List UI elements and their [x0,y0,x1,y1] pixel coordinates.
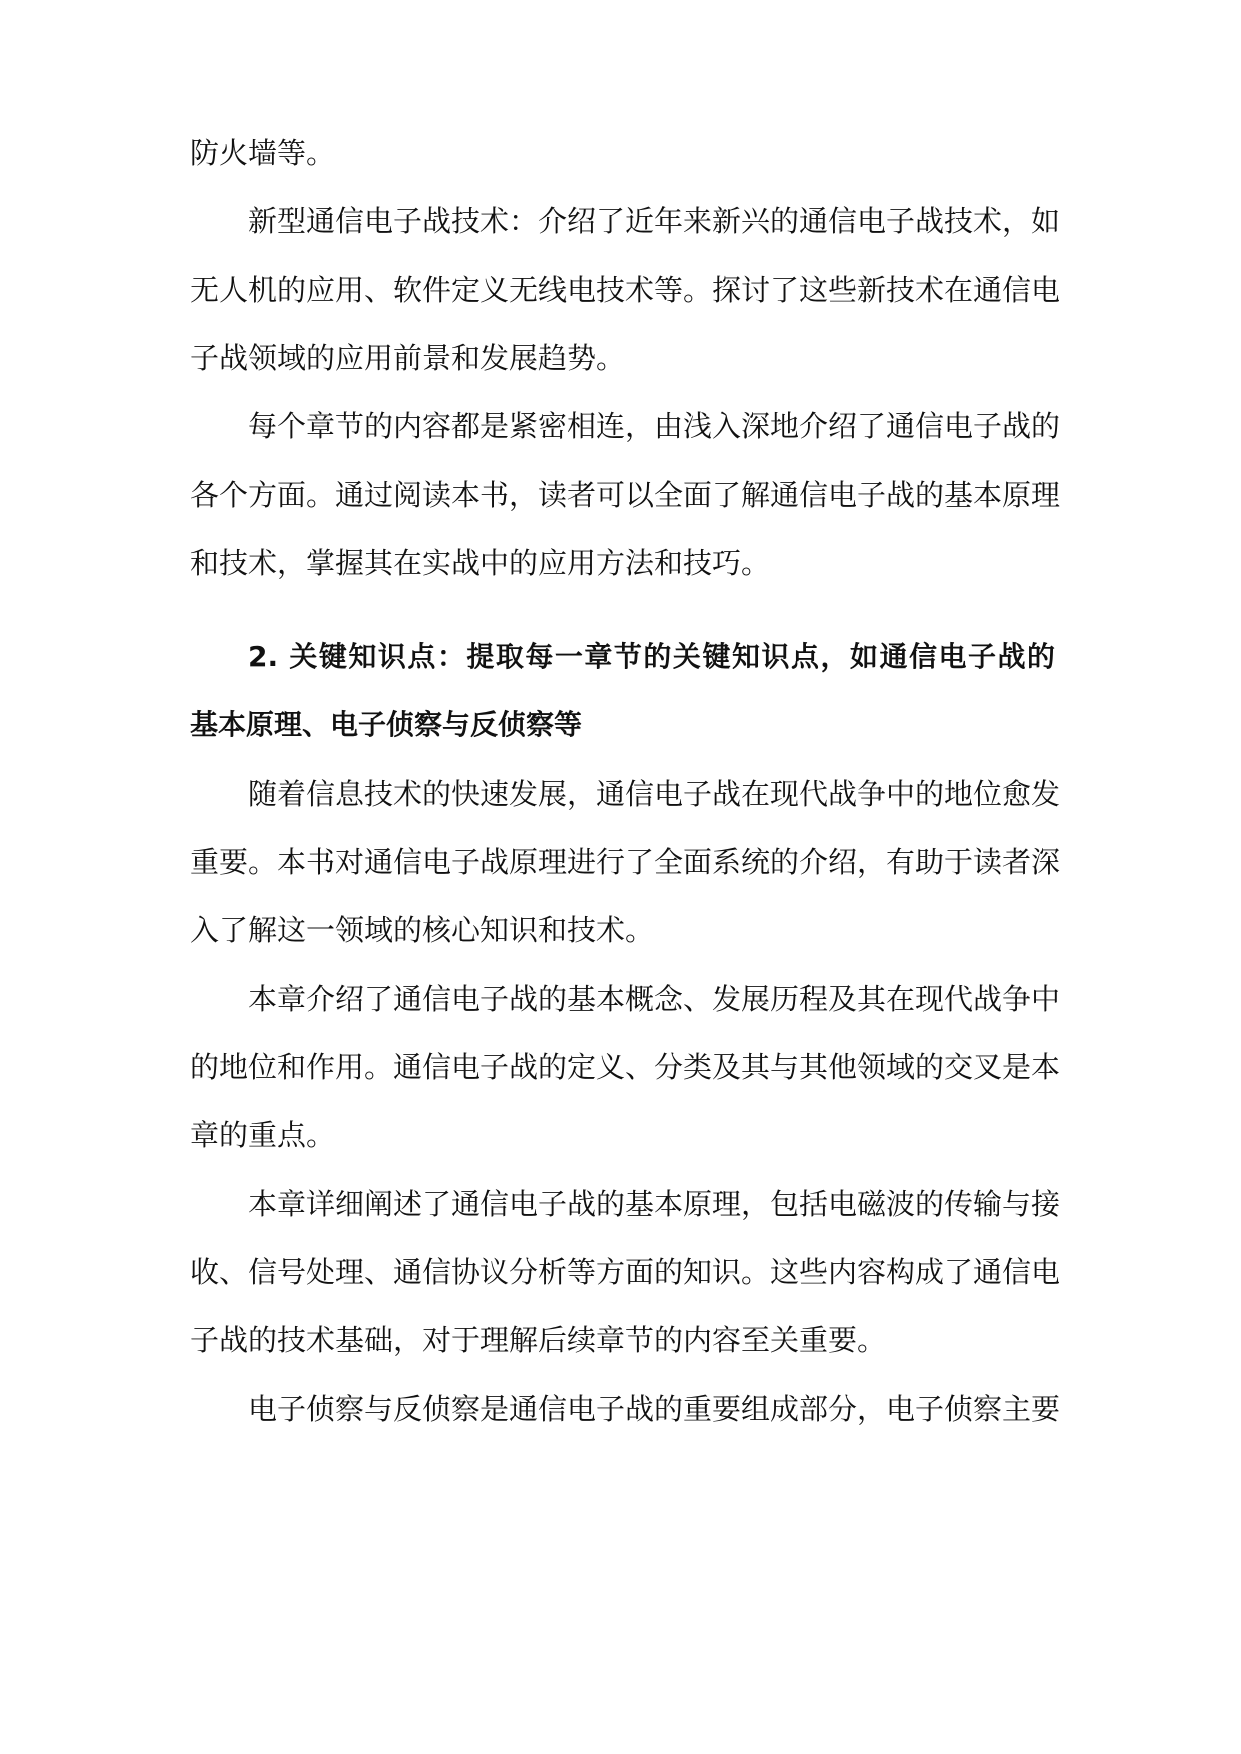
paragraph-line: 本章介绍了通信电子战的基本概念、发展历程及其在现代战争中 [248,982,1061,1016]
paragraph-line: 电子侦察与反侦察是通信电子战的重要组成部分，电子侦察主要 [248,1392,1061,1426]
paragraph-line: 子战领域的应用前景和发展趋势。 [190,341,626,375]
paragraph-line: 本章详细阐述了通信电子战的基本原理，包括电磁波的传输与接 [248,1187,1061,1221]
paragraph-line: 每个章节的内容都是紧密相连，由浅入深地介绍了通信电子战的 [248,409,1061,443]
paragraph-line: 子战的技术基础，对于理解后续章节的内容至关重要。 [190,1323,887,1357]
paragraph-line: 收、信号处理、通信协议分析等方面的知识。这些内容构成了通信电 [190,1255,1061,1289]
paragraph-line: 重要。本书对通信电子战原理进行了全面系统的介绍，有助于读者深 [190,845,1061,879]
paragraph-line: 章的重点。 [190,1118,336,1152]
section-heading-line: 基本原理、电子侦察与反侦察等 [190,708,583,741]
paragraph-line: 各个方面。通过阅读本书，读者可以全面了解通信电子战的基本原理 [190,478,1061,512]
paragraph-line: 防火墙等。 [190,136,336,170]
paragraph-line: 的地位和作用。通信电子战的定义、分类及其与其他领域的交叉是本 [190,1050,1061,1084]
paragraph-line: 无人机的应用、软件定义无线电技术等。探讨了这些新技术在通信电 [190,273,1061,307]
paragraph-line: 随着信息技术的快速发展，通信电子战在现代战争中的地位愈发 [248,777,1061,811]
paragraph-line: 入了解这一领域的核心知识和技术。 [190,913,655,947]
paragraph-line: 和技术，掌握其在实战中的应用方法和技巧。 [190,546,771,580]
section-heading-line: 2. 关键知识点：提取每一章节的关键知识点，如通信电子战的 [248,640,1055,673]
paragraph-line: 新型通信电子战技术：介绍了近年来新兴的通信电子战技术，如 [248,204,1061,238]
